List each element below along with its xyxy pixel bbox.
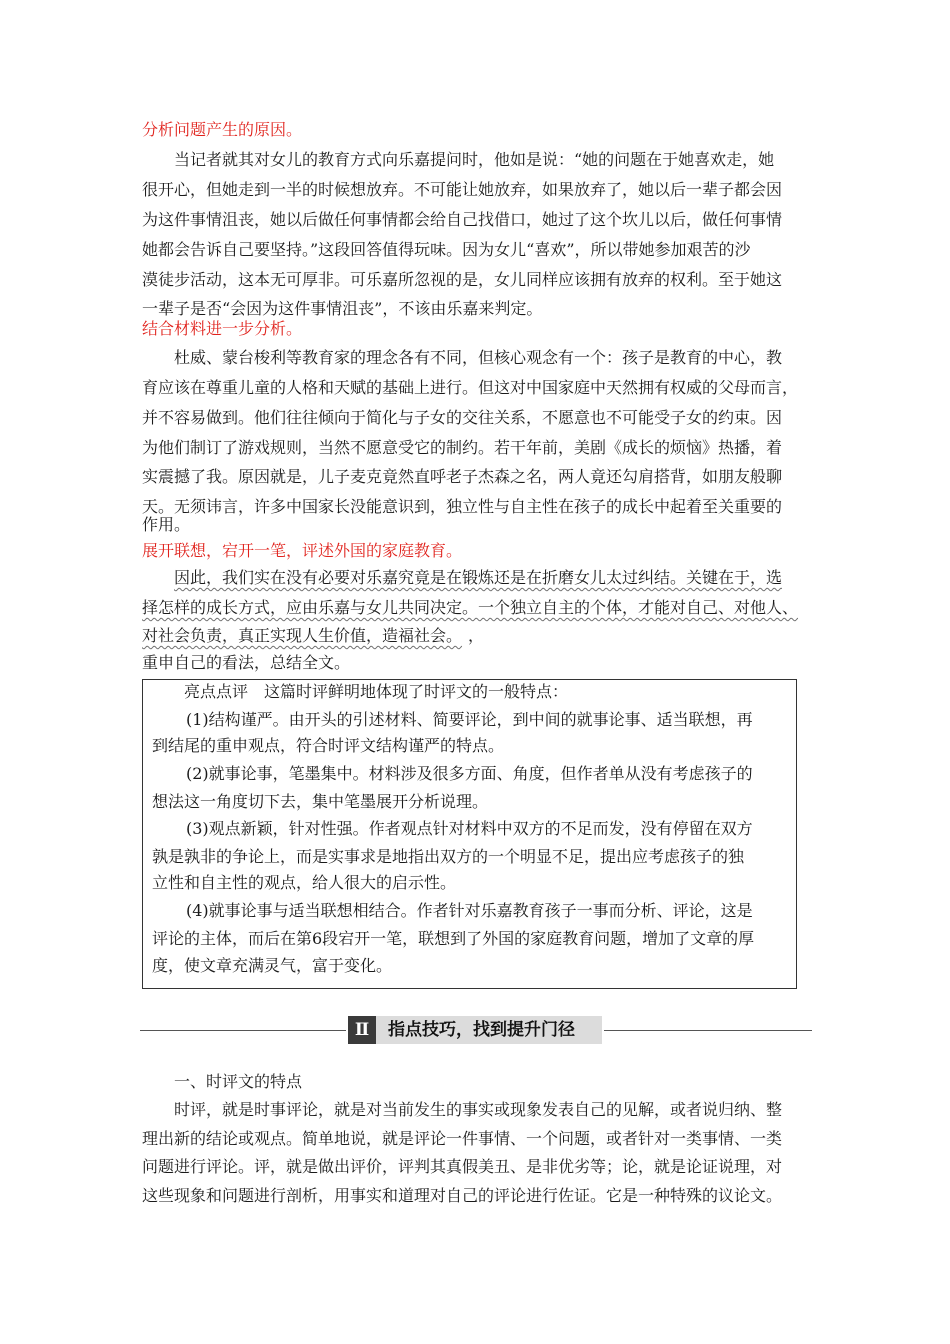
commentary-line: 想法这一角度切下去，集中笔墨展开分析说理。 bbox=[152, 792, 489, 811]
paragraph-line: 育应该在尊重儿童的人格和天赋的基础上进行。但这对中国家庭中天然拥有权威的父母而言， bbox=[142, 378, 799, 397]
paragraph-line: 很开心，但她走到一半的时候想放弃。不可能让她放弃，如果放弃了，她以后一辈子都会因 bbox=[142, 180, 783, 199]
commentary-line: 孰是孰非的争论上，而是实事求是地指出双方的一个明显不足，提出应考虑孩子的独 bbox=[152, 847, 745, 866]
commentary-line: (4)就事论事与适当联想相结合。作者针对乐嘉教育孩子一事而分析、评论，这是 bbox=[186, 901, 753, 920]
paragraph-line: 这些现象和问题进行剖析，用事实和道理对自己的评论进行佐证。它是一种特殊的议论文。 bbox=[142, 1186, 783, 1205]
paragraph-line: 为这件事情沮丧，她以后做任何事情都会给自己找借口，她过了这个坎儿以后，做任何事情 bbox=[142, 210, 783, 229]
paragraph-line: 实震撼了我。原因就是，儿子麦克竟然直呼老子杰森之名，两人竟还勾肩搭背，如朋友般聊 bbox=[142, 467, 783, 486]
paragraph-line: 天。无须讳言，许多中国家长没能意识到，独立性与自主性在孩子的成长中起着至关重要的 bbox=[142, 497, 783, 516]
commentary-line: (2)就事论事，笔墨集中。材料涉及很多方面、角度，但作者单从没有考虑孩子的 bbox=[186, 764, 753, 783]
paragraph-line: 因此，我们实在没有必要对乐嘉究竟是在锻炼还是在折磨女儿太过纠结。关键在于，选 bbox=[174, 568, 783, 587]
paragraph-line: 漠徒步活动，这本无可厚非。可乐嘉所忽视的是，女儿同样应该拥有放弃的权利。至于她这 bbox=[142, 270, 783, 289]
paragraph-line: 为他们制订了游戏规则，当然不愿意受它的制约。若干年前，美剧《成长的烦恼》热播，着 bbox=[142, 438, 783, 457]
paragraph-line: 时评，就是时事评论，就是对当前发生的事实或现象发表自己的见解，或者说归纳、整 bbox=[174, 1100, 783, 1119]
paragraph-line: 择怎样的成长方式，应由乐嘉与女儿共同决定。一个独立自主的个体，才能对自己、对他人、 bbox=[142, 598, 799, 617]
section-numeral: Ⅱ bbox=[348, 1016, 376, 1044]
section-heading: 展开联想，宕开一笔，评述外国的家庭教育。 bbox=[142, 541, 463, 560]
paragraph-line: 问题进行评论。评，就是做出评价，评判其真假美丑、是非优劣等；论，就是论证说理，对 bbox=[142, 1157, 783, 1176]
commentary-line: (1)结构谨严。由开头的引述材料、简要评论，到中间的就事论事、适当联想，再 bbox=[186, 710, 753, 729]
commentary-line: 立性和自主性的观点，给人很大的启示性。 bbox=[152, 873, 457, 892]
tips-heading: 一、时评文的特点 bbox=[174, 1072, 303, 1091]
trailing-mark: ， bbox=[468, 626, 485, 645]
section-banner bbox=[140, 1012, 812, 1048]
commentary-intro: 亮点点评 这篇时评鲜明地体现了时评文的一般特点： bbox=[184, 682, 569, 701]
commentary-line: 评论的主体，而后在第6段宕开一笔，联想到了外国的家庭教育问题，增加了文章的厚 bbox=[152, 929, 755, 948]
closing-note: 重申自己的看法，总结全文。 bbox=[142, 653, 351, 672]
paragraph-line: 理出新的结论或观点。简单地说，就是评论一件事情、一个问题，或者针对一类事情、一类 bbox=[142, 1129, 783, 1148]
paragraph-line: 她都会告诉自己要坚持。”这段回答值得玩味。因为女儿“喜欢”，所以带她参加艰苦的沙 bbox=[142, 240, 751, 259]
section-heading: 结合材料进一步分析。 bbox=[142, 319, 303, 338]
paragraph-line: 作用。 bbox=[142, 515, 191, 534]
paragraph-line: 一辈子是否“会因为这件事情沮丧”，不该由乐嘉来判定。 bbox=[142, 299, 543, 318]
divider-rule bbox=[140, 1030, 346, 1031]
paragraph-line: 对社会负责，真正实现人生价值，造福社会。 bbox=[142, 626, 463, 645]
commentary-line: 度，使文章充满灵气，富于变化。 bbox=[152, 956, 393, 975]
paragraph-line: 当记者就其对女儿的教育方式向乐嘉提问时，他如是说：“她的问题在于她喜欢走，她 bbox=[174, 150, 775, 169]
divider-rule bbox=[604, 1030, 812, 1031]
commentary-line: (3)观点新颖，针对性强。作者观点针对材料中双方的不足而发，没有停留在双方 bbox=[186, 819, 753, 838]
section-banner-title: 指点技巧，找到提升门径 bbox=[376, 1016, 602, 1044]
section-heading: 分析问题产生的原因。 bbox=[142, 120, 303, 139]
commentary-line: 到结尾的重申观点，符合时评文结构谨严的特点。 bbox=[152, 736, 505, 755]
paragraph-line: 杜威、蒙台梭利等教育家的理念各有不同，但核心观念有一个：孩子是教育的中心，教 bbox=[174, 348, 783, 367]
paragraph-line: 并不容易做到。他们往往倾向于简化与子女的交往关系，不愿意也不可能受子女的约束。因 bbox=[142, 408, 783, 427]
